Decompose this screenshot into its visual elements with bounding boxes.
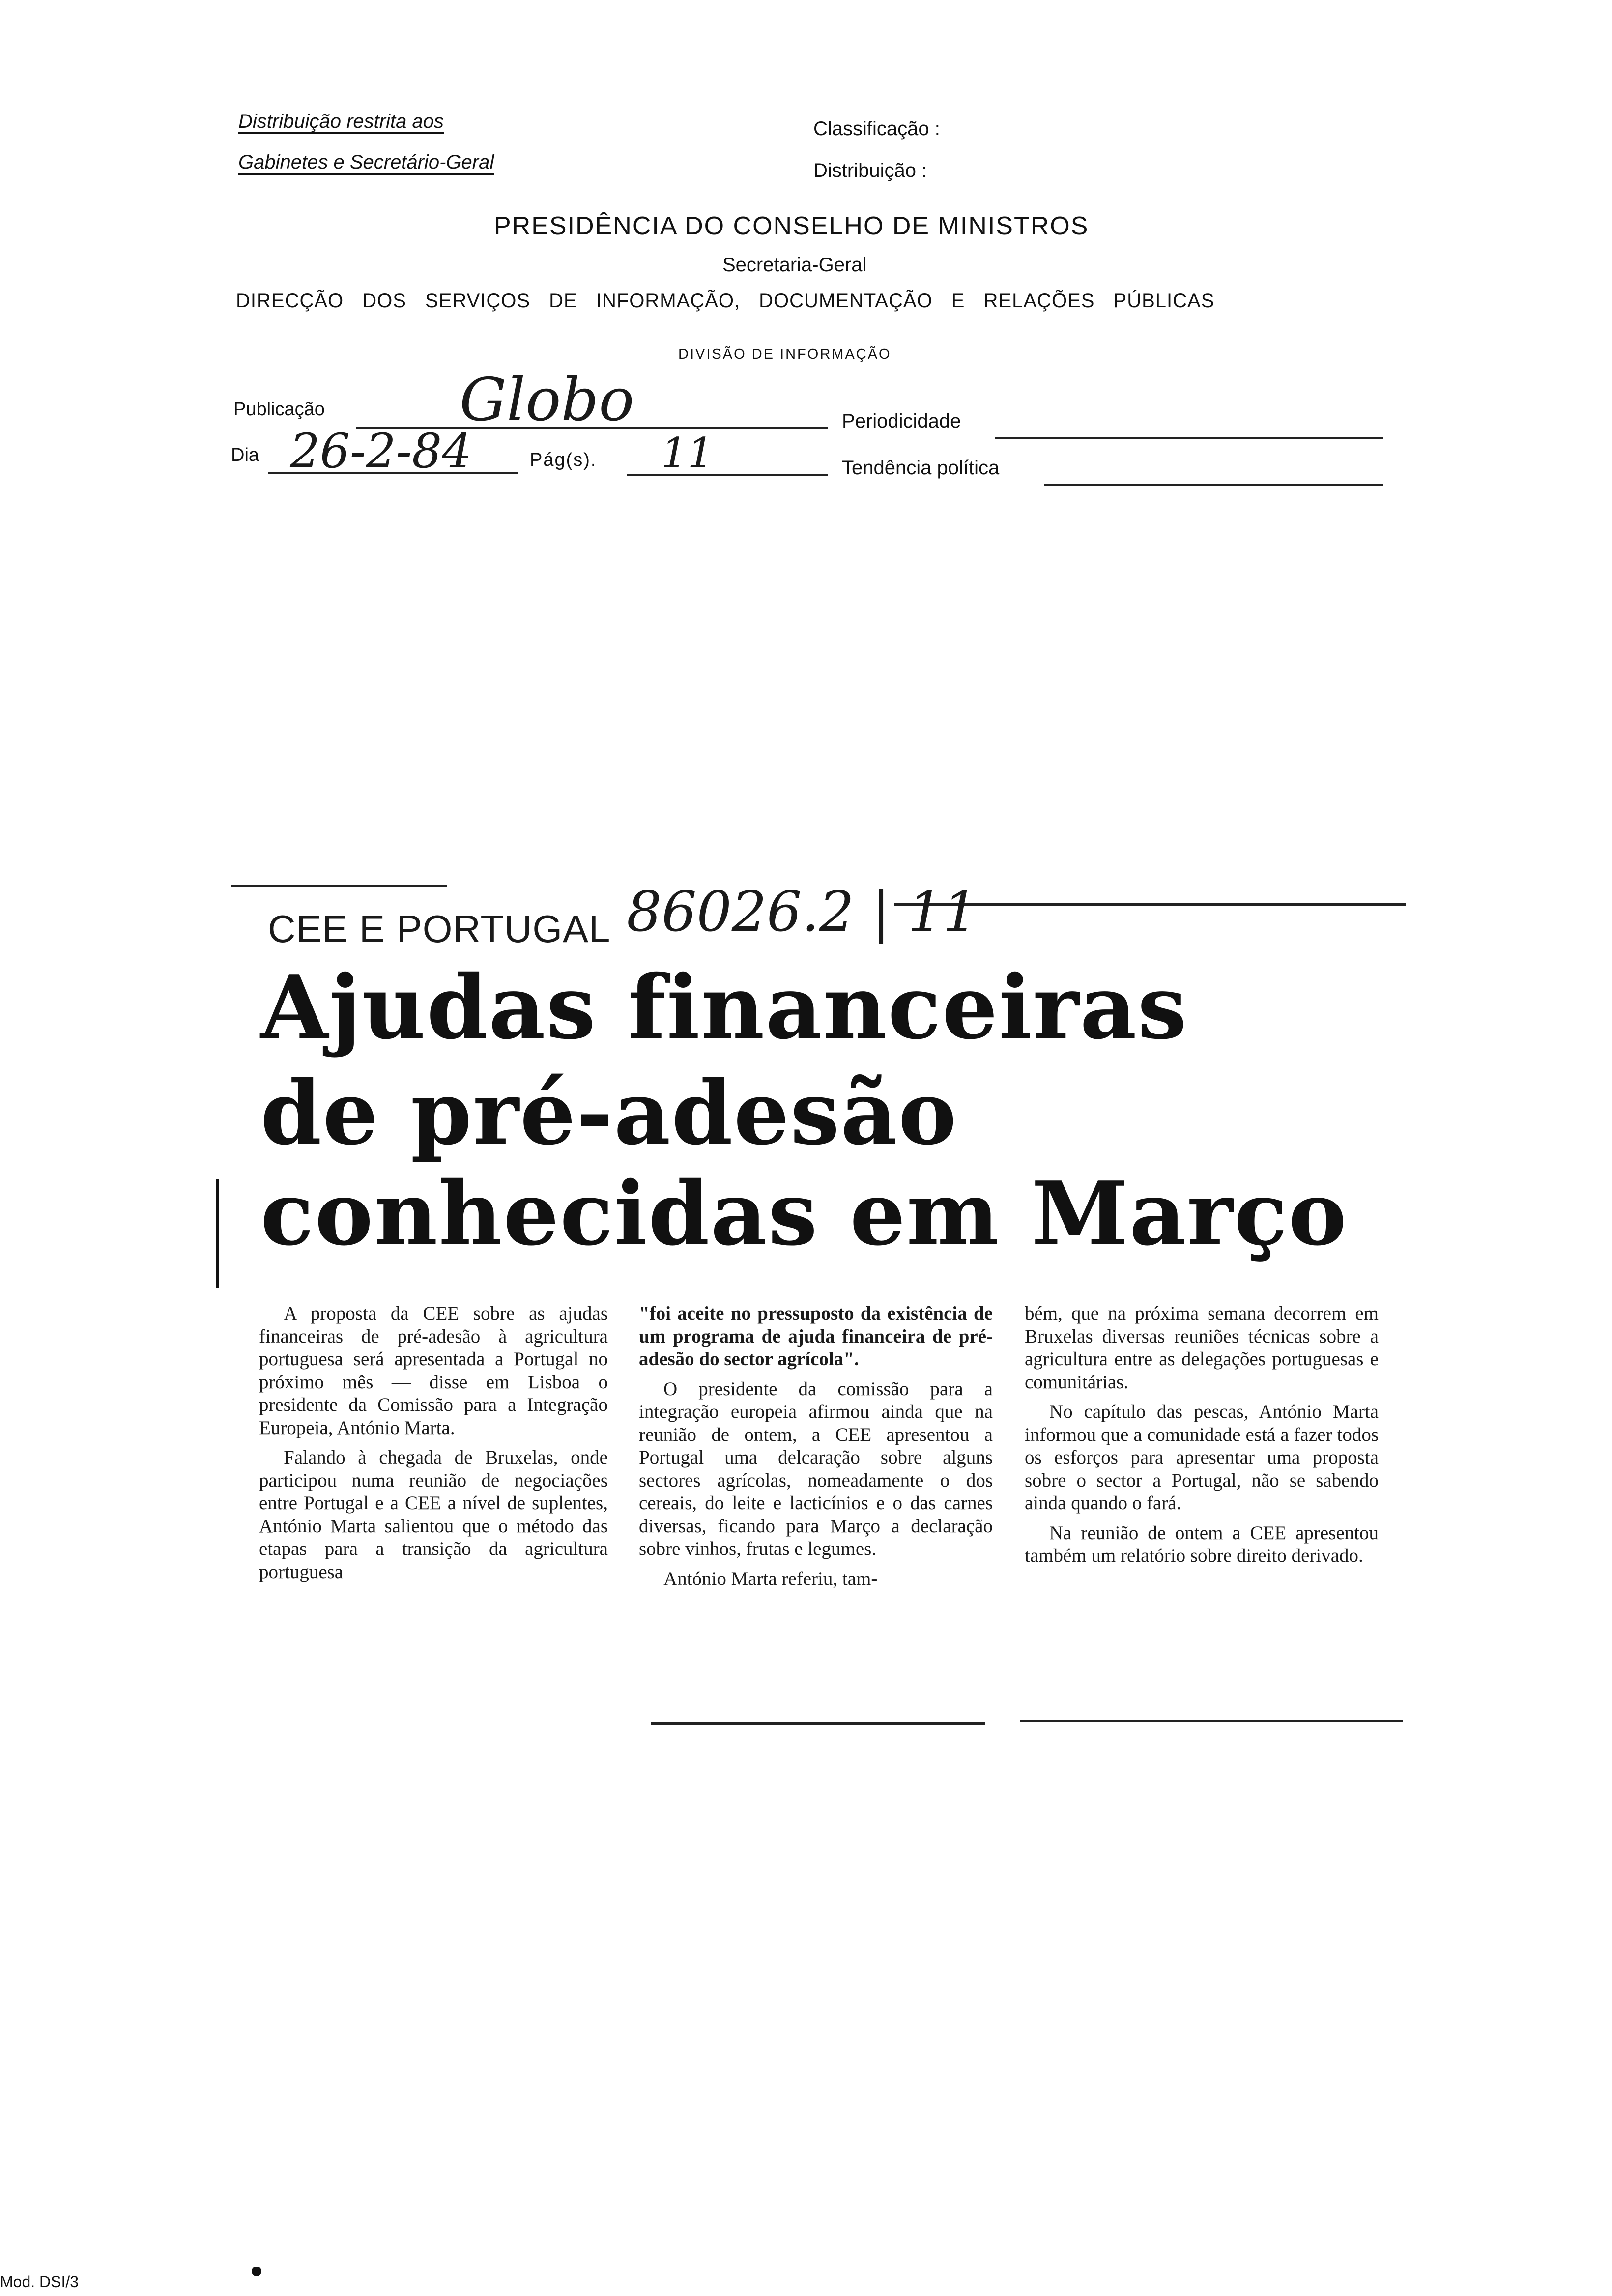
restricted-line2-text: Gabinetes e Secretário-Geral bbox=[238, 151, 494, 175]
periodicity-field-line bbox=[995, 437, 1383, 439]
col1-paragraph-1: A proposta da CEE sobre as ajudas financeiras de pré-adesão à agricultura portuguesa será apresentada a Portugal no próximo mês — disse em Lisboa o presidente da Comissão para a Integração Europeia, António Marta. bbox=[259, 1303, 608, 1438]
clipping-left-margin-bar bbox=[216, 1179, 219, 1288]
article-column-3 bbox=[1025, 1302, 1379, 1575]
clipping-kicker: CEE E PORTUGAL bbox=[268, 907, 611, 950]
tendency-label: Tendência política bbox=[842, 457, 1000, 479]
col1-paragraph-2: Falando à chegada de Bruxelas, onde participou numa reunião de negociações entre Portugal e a CEE a nível de suplentes, António Marta salientou que o método das etapas para a transição da agricultura portuguesa bbox=[259, 1447, 608, 1582]
headline-line1: Ajudas financeiras bbox=[260, 956, 1188, 1059]
pages-field-line bbox=[627, 474, 828, 476]
col3-paragraph-2: No capítulo das pescas, António Marta informou que a comunidade está a fazer todos os esforços para apresentar uma proposta sobre o sector a Portugal, não se sabendo ainda quando o fará. bbox=[1025, 1401, 1379, 1514]
day-label: Dia bbox=[231, 445, 259, 465]
article-column-1 bbox=[259, 1302, 608, 1590]
distribution-label: Distribuição : bbox=[813, 160, 927, 181]
headline-line3: conhecidas em Março bbox=[260, 1162, 1348, 1265]
tendency-field-line bbox=[1044, 484, 1383, 486]
col3-paragraph-3: Na reunião de ontem a CEE apresentou também um relatório sobre direito derivado. bbox=[1025, 1522, 1379, 1566]
day-handwritten-value: 26-2-84 bbox=[290, 424, 472, 479]
article-column-2 bbox=[639, 1302, 993, 1597]
col2-paragraph-3: António Marta referiu, tam- bbox=[663, 1568, 878, 1589]
division-title: DIVISÃO DE INFORMAÇÃO bbox=[678, 346, 892, 362]
clipping-top-rule-left bbox=[231, 885, 447, 887]
col3-bottom-rule bbox=[1020, 1720, 1403, 1722]
clipping-handwritten-note: 86026.2 | 11 bbox=[627, 880, 978, 944]
restricted-distribution-line2 bbox=[238, 151, 494, 173]
pages-handwritten-value: 11 bbox=[661, 429, 714, 477]
classification-label: Classificação : bbox=[813, 118, 940, 140]
presidency-title: PRESIDÊNCIA DO CONSELHO DE MINISTROS bbox=[494, 212, 1089, 240]
pages-label: Pág(s). bbox=[530, 450, 597, 470]
punch-dot bbox=[252, 2267, 261, 2276]
headline-line2: de pré-adesão bbox=[260, 1062, 958, 1164]
col2-paragraph-2: O presidente da comissão para a integração europeia afirmou ainda que na reunião de ontem, a CEE apresentou a Portugal uma delcaração sobre alguns sectores agrícolas, nomeadamente o dos cereais, do leite e lacticínios e o das carnes diversas, ficando para Março a declaração sobre vinhos, frutas e legumes. bbox=[639, 1378, 993, 1559]
directorate-title bbox=[236, 290, 1381, 312]
restricted-distribution-line1 bbox=[238, 111, 444, 133]
publication-handwritten-value: Globo bbox=[460, 366, 634, 434]
directorate-text: DIRECÇÃO DOS SERVIÇOS DE INFORMAÇÃO, DOCUMENTAÇÃO E RELAÇÕES PÚBLICAS bbox=[236, 290, 1215, 312]
col3-paragraph-1: bém, que na próxima semana decorrem em Bruxelas diversas reuniões técnicas sobre a agricultura entre as delegações portuguesas e comunitárias. bbox=[1025, 1303, 1379, 1393]
periodicity-label: Periodicidade bbox=[842, 410, 961, 432]
col2-paragraph-1: "foi aceite no pressuposto da existência de um programa de ajuda financeira de pré-adesão do sector agrícola". bbox=[639, 1303, 993, 1370]
form-code: Mod. DSI/3 bbox=[0, 2273, 79, 2291]
col2-bottom-rule bbox=[651, 1722, 985, 1725]
publication-label: Publicação bbox=[233, 399, 325, 420]
restricted-line1-text: Distribuição restrita aos bbox=[238, 111, 444, 134]
secretariat-title: Secretaria-Geral bbox=[722, 254, 867, 276]
